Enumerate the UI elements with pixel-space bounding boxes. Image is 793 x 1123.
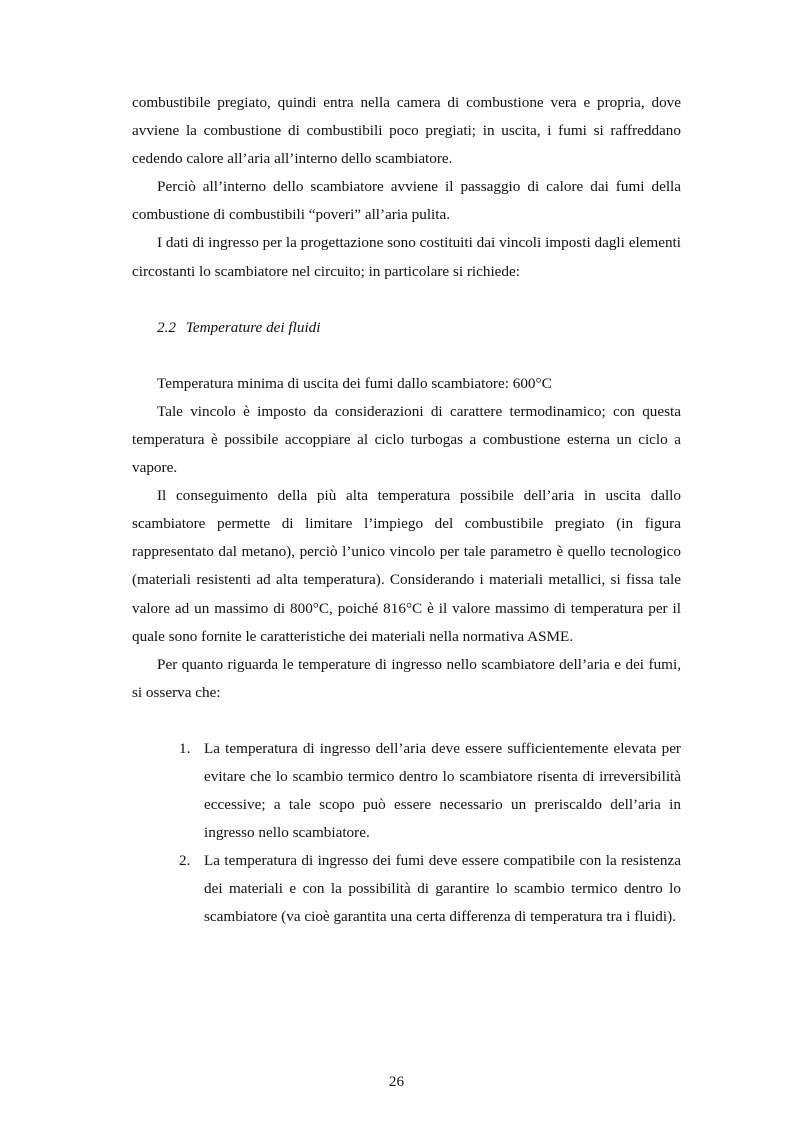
list-marker: 1. [179, 739, 191, 757]
paragraph-body-2: Tale vincolo è imposto da considerazioni di carattere termodinamico; con questa temperatura è possibile accoppiare al ciclo turbogas a combustione esterna un ciclo a vapore. [132, 402, 681, 477]
paragraph-body-4: Per quanto riguarda le temperature di ingresso nello scambiatore dell’aria e dei fumi, si osserva che: [132, 655, 681, 701]
paragraph-body-1: Temperatura minima di uscita dei fumi dallo scambiatore: 600°C [157, 374, 552, 392]
list-marker: 2. [179, 852, 191, 870]
paragraph-intro-1: combustibile pregiato, quindi entra nella camera di combustione vera e propria, dove avviene la combustione di combustibili poco pregiati; in uscita, i fumi si raffreddano cedendo calore all’aria all’interno dello scambiatore. [132, 94, 681, 168]
list-item [132, 735, 681, 847]
section-title: Temperature dei fluidi [185, 318, 321, 336]
paragraph-body-3: Il conseguimento della più alta temperatura possibile dell’aria in uscita dallo scambiatore permette di limitare l’impiego del combustibile pregiato (in figura rappresentato dal metano), perciò l’unico vincolo per tale parametro è quello tecnologico (materiali resistenti ad alta temperatura). Considerando i materiali metallici, si fissa tale valore ad un massimo di 800°C, poiché 816°C è il valore massimo di temperatura per il quale sono fornite le caratteristiche dei materiali nella normativa ASME. [132, 487, 681, 645]
paragraph-intro-3: I dati di ingresso per la progettazione sono costituiti dai vincoli imposti dagli elementi circostanti lo scambiatore nel circuito; in particolare si richiede: [132, 234, 681, 280]
numbered-list [132, 735, 681, 932]
list-item [132, 847, 681, 931]
list-item-text: La temperatura di ingresso dell’aria deve essere sufficientemente elevata per evitare che lo scambio termico dentro lo scambiatore risenta di irreversibilità eccessive; a tale scopo può essere necessario un preriscaldo dell’aria in ingresso nello scambiatore. [204, 739, 681, 842]
list-item-text: La temperatura di ingresso dei fumi deve essere compatibile con la resistenza dei materiali e con la possibilità di garantire lo scambio termico dentro lo scambiatore (va cioè garantita una certa differenza di temperatura tra i fluidi). [204, 852, 681, 926]
page-body [132, 89, 681, 932]
section-heading [157, 314, 681, 342]
page-number: 26 [388, 1073, 405, 1090]
paragraph-intro-2: Perciò all’interno dello scambiatore avviene il passaggio di calore dai fumi della combustione di combustibili “poveri” all’aria pulita. [132, 178, 681, 224]
section-number: 2.2 [157, 318, 176, 336]
